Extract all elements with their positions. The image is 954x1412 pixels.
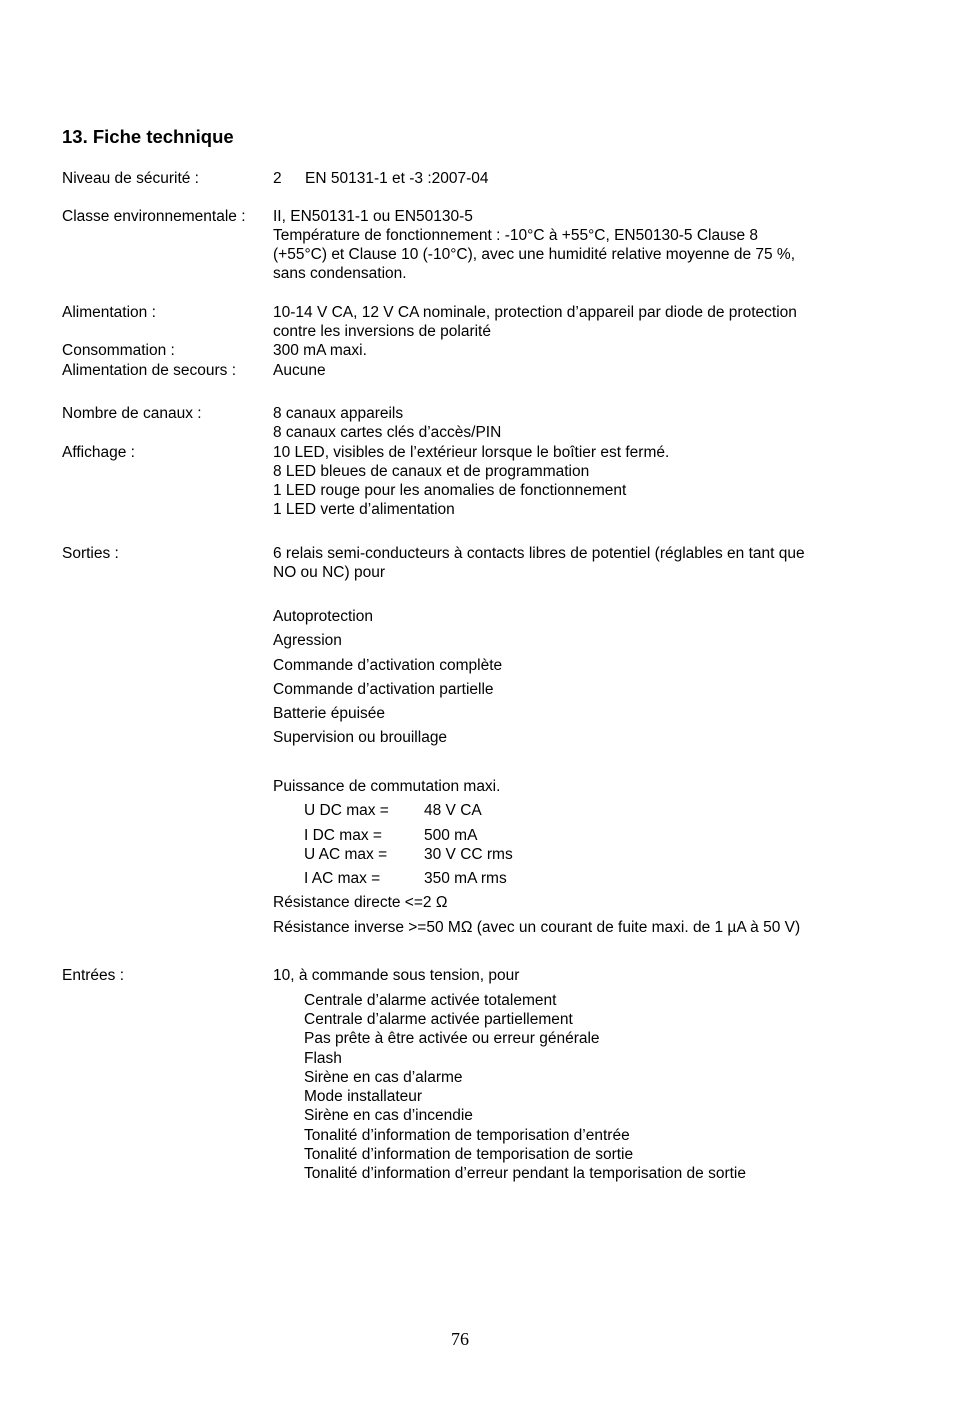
rating-name: U AC max = [304, 846, 388, 863]
outputs-intro: 6 relais semi-conducteurs à contacts libres de potentiel (réglables en tant que [273, 545, 805, 562]
section-title: 13. Fiche technique [62, 126, 234, 147]
outputs-intro: NO ou NC) pour [273, 564, 385, 581]
display-label: Affichage : [62, 444, 135, 461]
environment-line: sans condensation. [273, 265, 407, 282]
channels-label: Nombre de canaux : [62, 405, 202, 422]
inputs-label: Entrées : [62, 967, 125, 984]
rating-value: 48 V CA [424, 802, 482, 819]
safety-standard: EN 50131-1 et -3 :2007-04 [305, 170, 489, 187]
page-number: 76 [451, 1329, 469, 1349]
switching-power-title: Puissance de commutation maxi. [273, 778, 501, 795]
rating-value: 350 mA rms [424, 870, 507, 887]
input-item: Centrale d’alarme activée partiellement [304, 1011, 573, 1028]
rating-name: I AC max = [304, 870, 381, 887]
display-line: 1 LED verte d’alimentation [273, 501, 455, 518]
rating-name: U DC max = [304, 802, 389, 819]
environment-line: II, EN50131-1 ou EN50130-5 [273, 208, 473, 225]
output-item: Commande d’activation complète [273, 657, 503, 674]
output-item: Supervision ou brouillage [273, 729, 448, 746]
rating-value: 500 mA [424, 827, 478, 844]
output-item: Agression [273, 632, 342, 649]
consumption-value: 300 mA maxi. [273, 342, 367, 359]
backup-label: Alimentation de secours : [62, 362, 237, 379]
environment-label: Classe environnementale : [62, 208, 246, 225]
forward-resistance: Résistance directe <=2 Ω [273, 894, 448, 911]
input-item: Tonalité d’information d’erreur pendant la temporisation de sortie [304, 1165, 746, 1182]
power-line: contre les inversions de polarité [273, 323, 491, 340]
reverse-resistance: Résistance inverse >=50 MΩ (avec un courant de fuite maxi. de 1 µA à 50 V) [273, 919, 801, 936]
output-item: Autoprotection [273, 608, 373, 625]
input-item: Tonalité d’information de temporisation d’entrée [304, 1127, 630, 1144]
input-item: Sirène en cas d’alarme [304, 1069, 463, 1086]
backup-value: Aucune [273, 362, 326, 379]
power-label: Alimentation : [62, 304, 156, 321]
outputs-label: Sorties : [62, 545, 119, 562]
display-line: 8 LED bleues de canaux et de programmation [273, 463, 590, 480]
channels-line: 8 canaux cartes clés d’accès/PIN [273, 424, 502, 441]
rating-value: 30 V CC rms [424, 846, 513, 863]
input-item: Mode installateur [304, 1088, 423, 1105]
input-item: Pas prête à être activée ou erreur générale [304, 1030, 600, 1047]
environment-line: Température de fonctionnement : -10°C à +55°C, EN50130-5 Clause 8 [273, 227, 758, 244]
display-line: 10 LED, visibles de l’extérieur lorsque le boîtier est fermé. [273, 444, 670, 461]
safety-label: Niveau de sécurité : [62, 170, 199, 187]
input-item: Sirène en cas d’incendie [304, 1107, 473, 1124]
inputs-intro: 10, à commande sous tension, pour [273, 967, 520, 984]
power-line: 10-14 V CA, 12 V CA nominale, protection d’appareil par diode de protection [273, 304, 797, 321]
input-item: Tonalité d’information de temporisation de sortie [304, 1146, 634, 1163]
display-line: 1 LED rouge pour les anomalies de fonctionnement [273, 482, 627, 499]
consumption-label: Consommation : [62, 342, 175, 359]
input-item: Centrale d’alarme activée totalement [304, 992, 557, 1009]
output-item: Commande d’activation partielle [273, 681, 494, 698]
rating-name: I DC max = [304, 827, 382, 844]
output-item: Batterie épuisée [273, 705, 386, 722]
channels-line: 8 canaux appareils [273, 405, 404, 422]
environment-line: (+55°C) et Clause 10 (-10°C), avec une humidité relative moyenne de 75 %, [273, 246, 796, 263]
safety-level: 2 [273, 170, 282, 187]
input-item: Flash [304, 1050, 342, 1067]
